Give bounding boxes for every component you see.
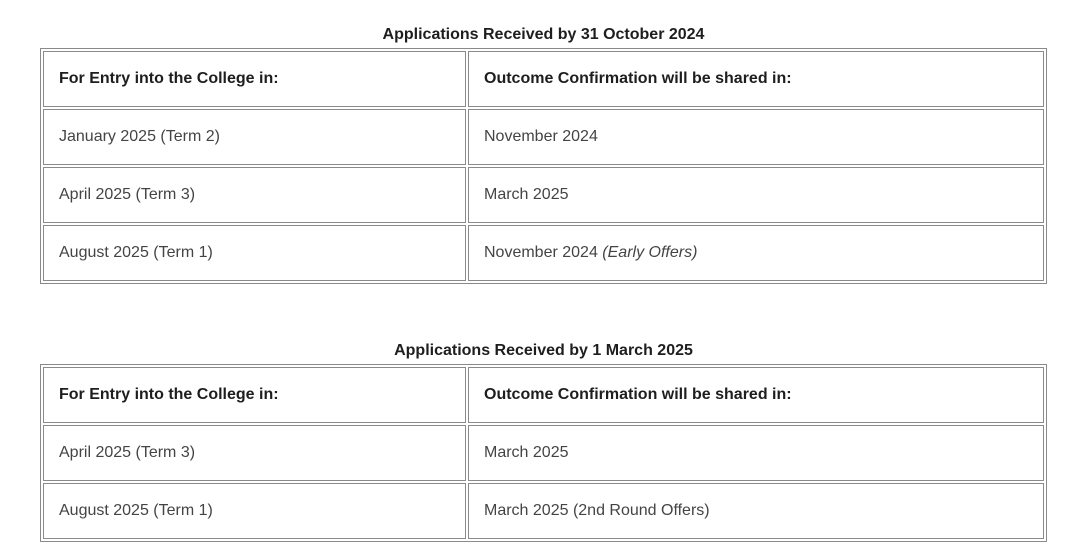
table-caption: Applications Received by 31 October 2024 bbox=[382, 26, 705, 43]
entry-cell: April 2025 (Term 3) bbox=[43, 167, 466, 223]
header-entry: For Entry into the College in: bbox=[43, 367, 466, 423]
header-outcome: Outcome Confirmation will be shared in: bbox=[468, 51, 1044, 107]
table-row bbox=[43, 167, 1044, 223]
outcome-cell: March 2025 (2nd Round Offers) bbox=[468, 483, 1044, 539]
outcome-cell: March 2025 bbox=[468, 167, 1044, 223]
table-header-row bbox=[43, 367, 1044, 423]
table-caption: Applications Received by 1 March 2025 bbox=[394, 342, 693, 359]
outcome-cell bbox=[468, 225, 1044, 281]
entry-cell: August 2025 (Term 1) bbox=[43, 483, 466, 539]
outcome-text: November 2024 bbox=[484, 244, 598, 261]
outcome-table bbox=[40, 364, 1047, 542]
table-header-row bbox=[43, 51, 1044, 107]
applications-mar-2025-section bbox=[40, 338, 1047, 542]
applications-oct-2024-section bbox=[40, 22, 1047, 284]
header-outcome: Outcome Confirmation will be shared in: bbox=[468, 367, 1044, 423]
outcome-note: (Early Offers) bbox=[602, 244, 698, 261]
table-row bbox=[43, 109, 1044, 165]
entry-cell: August 2025 (Term 1) bbox=[43, 225, 466, 281]
table-row bbox=[43, 483, 1044, 539]
outcome-cell: November 2024 bbox=[468, 109, 1044, 165]
table-row bbox=[43, 425, 1044, 481]
table-row bbox=[43, 225, 1044, 281]
outcome-table bbox=[40, 48, 1047, 284]
header-entry: For Entry into the College in: bbox=[43, 51, 466, 107]
entry-cell: April 2025 (Term 3) bbox=[43, 425, 466, 481]
entry-cell: January 2025 (Term 2) bbox=[43, 109, 466, 165]
outcome-cell: March 2025 bbox=[468, 425, 1044, 481]
